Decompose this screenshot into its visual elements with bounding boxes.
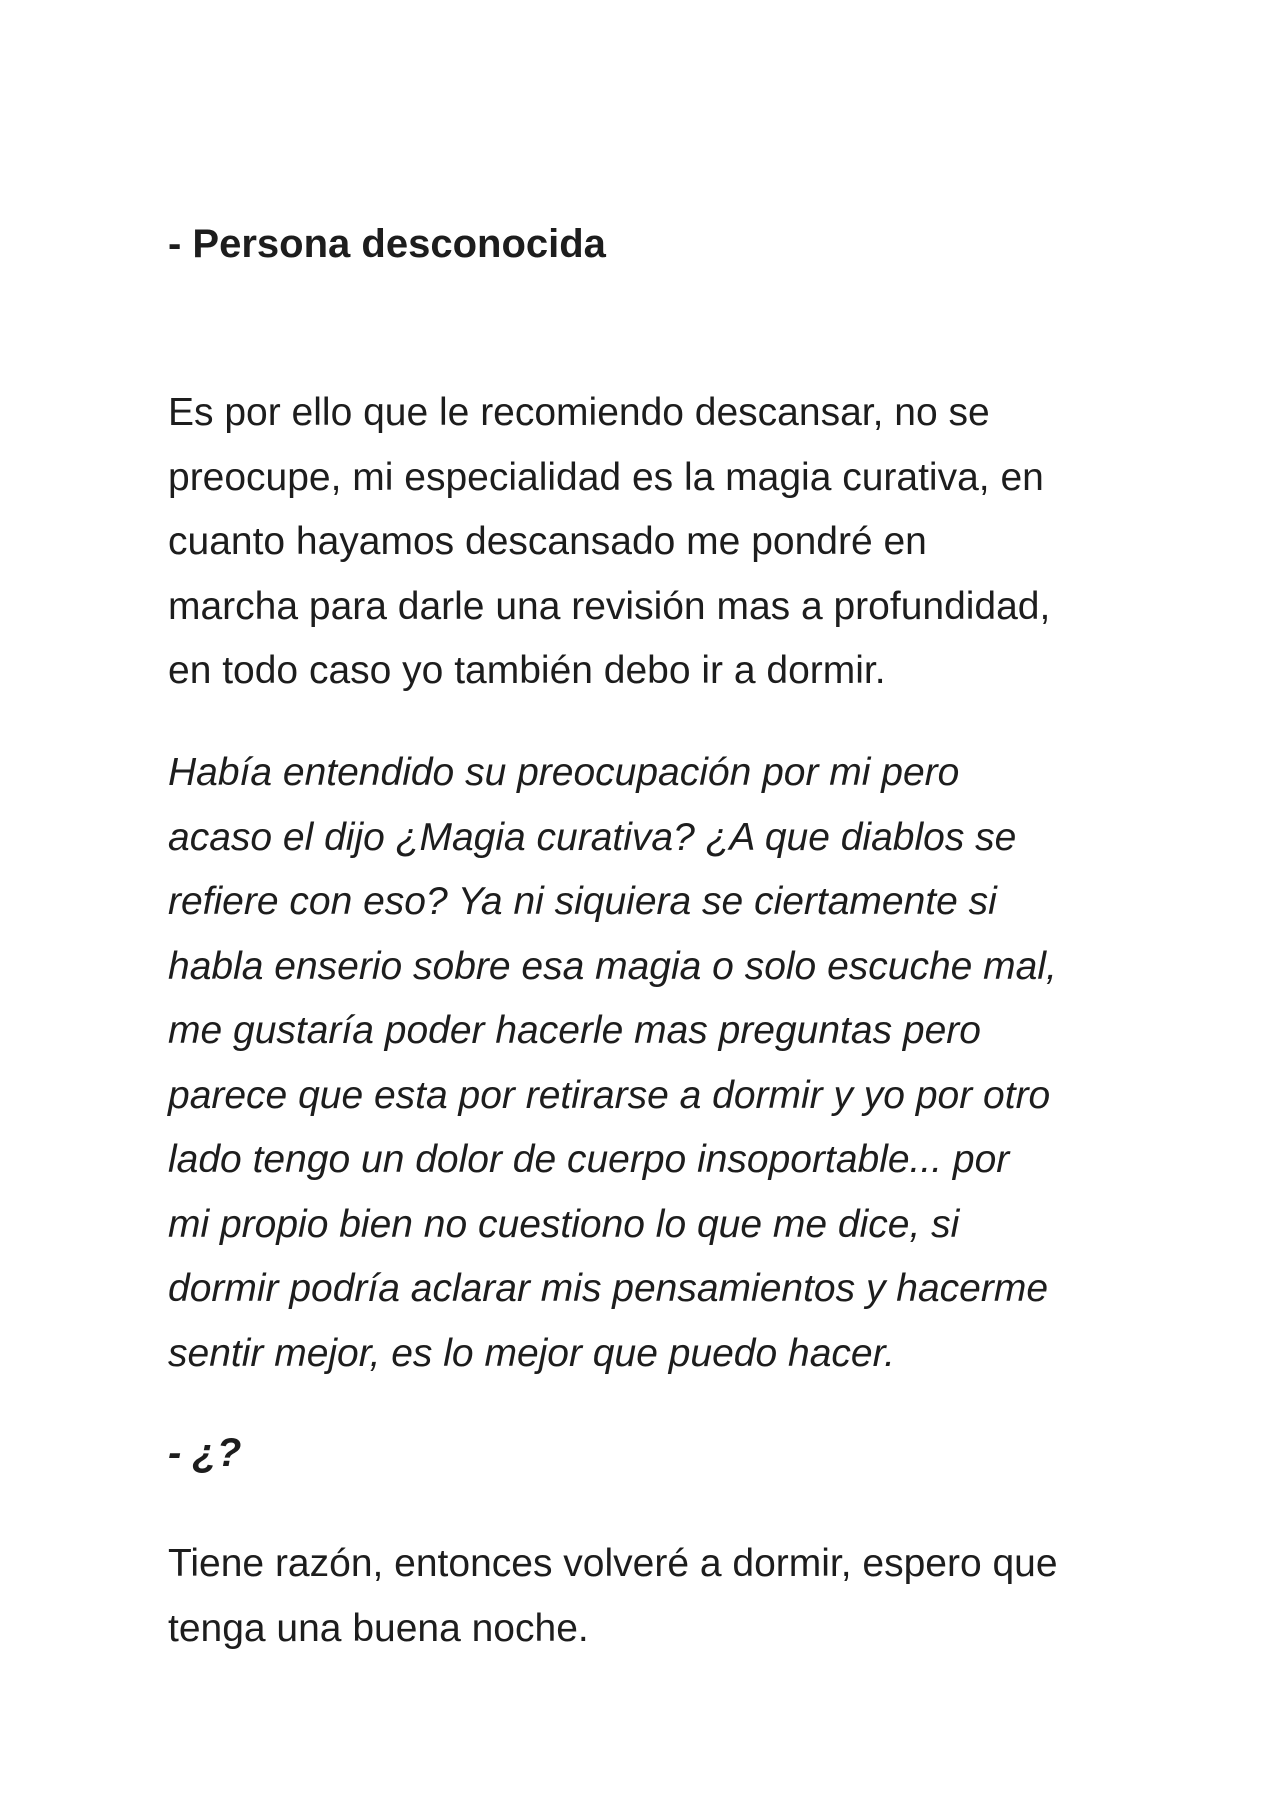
dialogue-paragraph — [168, 381, 1148, 704]
text-line: acaso el dijo ¿Magia curativa? ¿A que diablos se — [168, 815, 1017, 859]
text-line: preocupe, mi especialidad es la magia curativa, en — [168, 455, 1044, 499]
text-line: cuanto hayamos descansado me pondré en — [168, 520, 927, 563]
text-line: dormir podría aclarar mis pensamientos y hacerme — [168, 1267, 1049, 1310]
dialogue-paragraph — [168, 1532, 1148, 1661]
text-line: Había entendido su preocupación por mi pero — [168, 751, 960, 794]
text-line: habla enserio sobre esa magia o solo escuche mal, — [168, 944, 1057, 988]
speaker-label: - Persona desconocida — [168, 222, 606, 266]
text-line: tenga una buena noche. — [168, 1606, 589, 1650]
text-line: lado tengo un dolor de cuerpo insoportable... por — [168, 1138, 1010, 1181]
text-line: marcha para darle una revisión mas a profundidad, — [168, 584, 1051, 628]
text-line: sentir mejor, es lo mejor que puedo hacer. — [168, 1331, 895, 1375]
text-line: me gustaría poder hacerle mas preguntas pero — [168, 1009, 981, 1052]
text-line: en todo caso yo también debo ir a dormir. — [168, 649, 886, 692]
text-line: refiere con eso? Ya ni siquiera se ciertamente si — [168, 880, 997, 923]
speaker-label: - ¿? — [168, 1431, 242, 1475]
text-line: Tiene razón, entonces volveré a dormir, espero que — [168, 1542, 1058, 1585]
text-line: mi propio bien no cuestiono lo que me dice, si — [168, 1202, 960, 1246]
text-line: Es por ello que le recomiendo descansar, no se — [168, 391, 990, 434]
inner-thought-paragraph — [168, 741, 1148, 1386]
text-line: parece que esta por retirarse a dormir y yo por otro — [168, 1073, 1051, 1117]
